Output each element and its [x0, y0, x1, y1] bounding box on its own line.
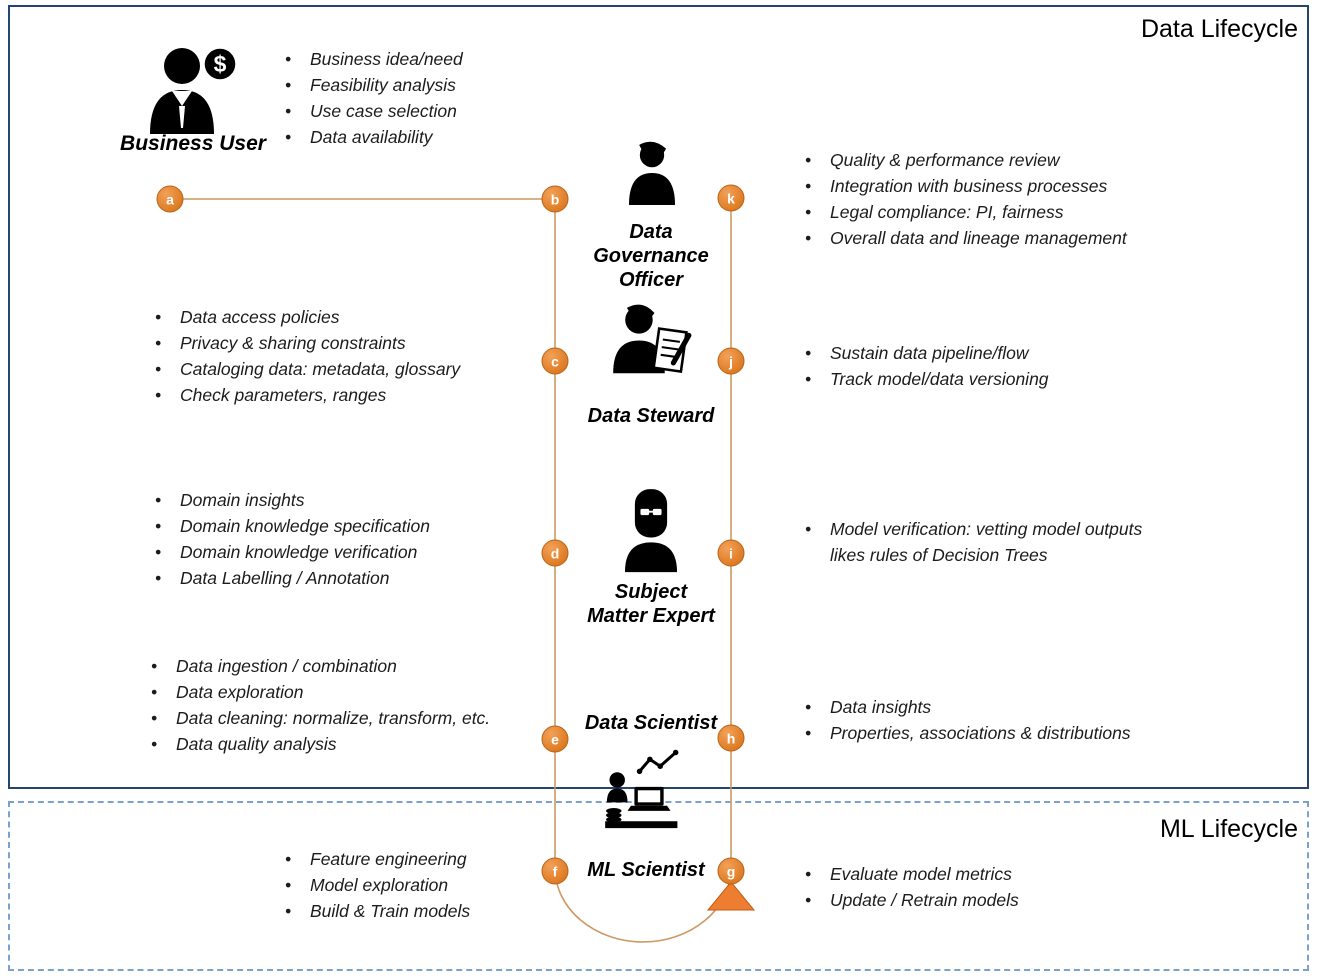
bullet-item: • Build & Train models	[278, 898, 470, 924]
bullet-item: • Model exploration	[278, 872, 470, 898]
bullet-item: • Data insights	[798, 694, 1131, 720]
flow-node-b: b	[542, 186, 569, 213]
bullet-item: • Business idea/need	[278, 46, 463, 72]
bullet-item: • Check parameters, ranges	[148, 382, 460, 408]
bullet-item: • Track model/data versioning	[798, 366, 1049, 392]
bullets-node-j	[798, 340, 1049, 392]
ml-lifecycle-title: ML Lifecycle	[1159, 815, 1298, 843]
flow-node-f: f	[542, 858, 569, 885]
data-scientist-icon	[600, 748, 686, 836]
bullet-item: • Use case selection	[278, 98, 463, 124]
bullet-item: • Integration with business processes	[798, 173, 1127, 199]
bullet-item: • Data availability	[278, 124, 463, 150]
bullet-item: • Legal compliance: PI, fairness	[798, 199, 1127, 225]
bullets-node-d	[148, 487, 430, 591]
bullets-node-i	[798, 516, 1176, 568]
bullets-node-g	[798, 861, 1019, 913]
bullet-item: • Feature engineering	[278, 846, 470, 872]
role-label-data-scientist: Data Scientist	[584, 712, 718, 734]
bullet-item: • Data ingestion / combination	[144, 653, 490, 679]
bullets-node-h	[798, 694, 1131, 746]
data-lifecycle-title: Data Lifecycle	[1140, 15, 1298, 43]
bullet-item: • Data cleaning: normalize, transform, etc.	[144, 705, 490, 731]
role-label-business-user: Business User	[120, 132, 266, 155]
bullet-item: • Privacy & sharing constraints	[148, 330, 460, 356]
bullet-item: • Update / Retrain models	[798, 887, 1019, 913]
subject-matter-expert-icon	[620, 486, 682, 574]
bullet-item: • Data quality analysis	[144, 731, 490, 757]
bullets-business-user	[278, 46, 463, 150]
data-steward-icon	[608, 300, 694, 388]
bullet-item: • Evaluate model metrics	[798, 861, 1019, 887]
flow-node-d: d	[542, 540, 569, 567]
flow-node-a: a	[157, 186, 184, 213]
bullet-item: • Properties, associations & distributions	[798, 720, 1131, 746]
bullets-node-k	[798, 147, 1127, 251]
bullet-item: • Model verification: vetting model outputs likes rules of Decision Trees	[798, 516, 1176, 568]
flow-node-h: h	[718, 725, 745, 752]
bullet-item: • Cataloging data: metadata, glossary	[148, 356, 460, 382]
bullet-item: • Sustain data pipeline/flow	[798, 340, 1049, 366]
bullet-item: • Overall data and lineage management	[798, 225, 1127, 251]
bullet-item: • Quality & performance review	[798, 147, 1127, 173]
flow-node-c: c	[542, 348, 569, 375]
bullet-item: • Domain insights	[148, 487, 430, 513]
bullet-item: • Domain knowledge verification	[148, 539, 430, 565]
bullets-node-f	[278, 846, 470, 924]
business-user-icon	[138, 42, 242, 138]
flow-node-e: e	[542, 726, 569, 753]
bullet-item: • Data Labelling / Annotation	[148, 565, 430, 591]
bullets-node-c	[148, 304, 460, 408]
bullet-item: • Data access policies	[148, 304, 460, 330]
bullet-item: • Domain knowledge specification	[148, 513, 430, 539]
bullet-item: • Feasibility analysis	[278, 72, 463, 98]
dollar-icon: $	[213, 51, 227, 77]
bullets-node-e	[144, 653, 490, 757]
flow-node-i: i	[718, 540, 745, 567]
bullet-item: • Data exploration	[144, 679, 490, 705]
role-label-ml-scientist: ML Scientist	[587, 859, 705, 881]
flow-node-j: j	[718, 348, 745, 375]
role-label-data-steward: Data Steward	[587, 405, 715, 427]
flow-node-g: g	[718, 858, 745, 885]
role-label-subject-matter-expert: Subject Matter Expert	[587, 581, 715, 627]
data-governance-officer-icon	[620, 138, 684, 208]
flow-node-k: k	[718, 185, 745, 212]
role-label-data-governance-officer: Data Governance Officer	[593, 221, 709, 291]
